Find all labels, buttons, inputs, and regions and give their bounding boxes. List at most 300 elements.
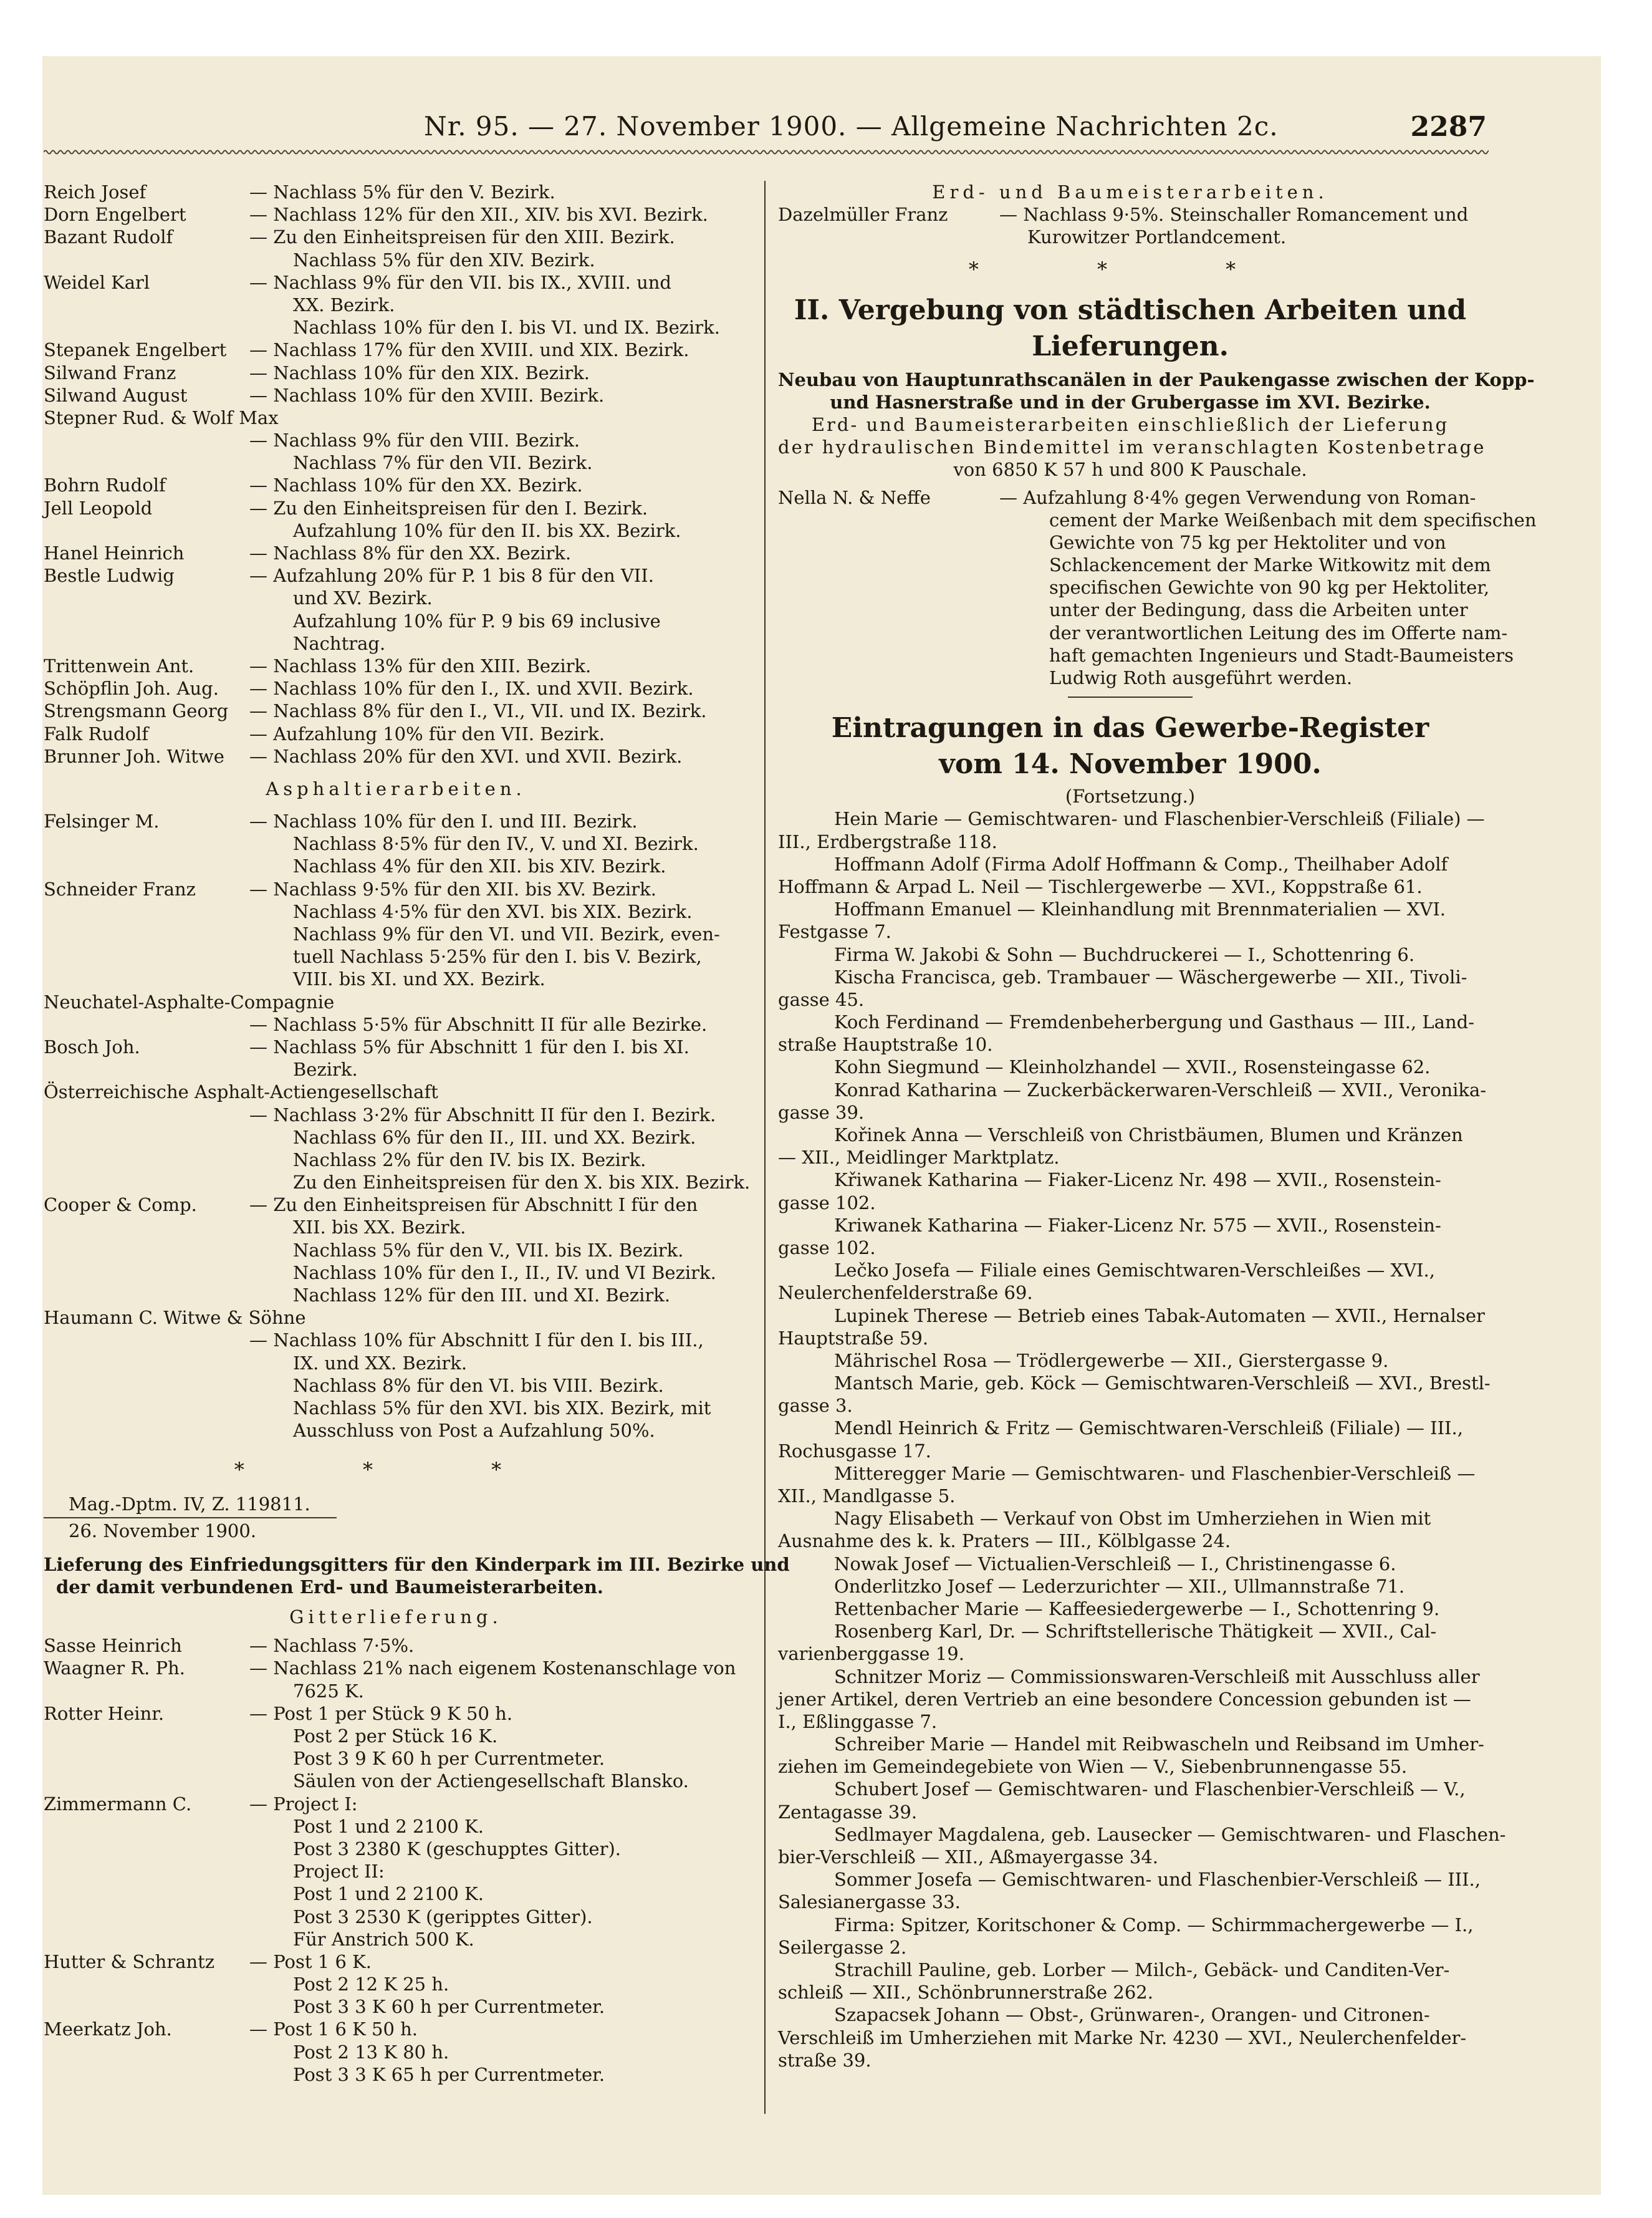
register-entry-line xyxy=(778,1056,1482,1078)
contractor-name: Zimmermann C. xyxy=(44,1793,192,1815)
contractor-terms: — Project I: xyxy=(249,1793,358,1815)
register-entry-line xyxy=(778,1530,1482,1552)
register-entry-text: jener Artikel, deren Vertrieb an eine besondere Concession gebunden ist — xyxy=(778,1688,1471,1710)
register-entry-line xyxy=(778,1846,1482,1868)
contractor-name: Bestle Ludwig xyxy=(44,565,175,587)
list-item xyxy=(44,203,748,226)
register-title-1: Eintragungen in das Gewerbe-Register xyxy=(831,712,1429,745)
header-wavy-rule xyxy=(44,148,1489,156)
register-entry-line xyxy=(778,1642,1482,1665)
register-entry-line xyxy=(778,1868,1482,1891)
lieferung-title-line-1: Lieferung des Einfriedungsgitters für den Kinderpark im III. Bezirke und xyxy=(44,1553,790,1575)
register-entry-text: gasse 102. xyxy=(778,1192,876,1213)
list-item xyxy=(44,451,748,474)
contractor-name: Felsinger M. xyxy=(44,811,160,832)
register-entry-line xyxy=(778,1891,1482,1913)
register-entry-line xyxy=(778,1778,1482,1800)
list-item xyxy=(44,1928,748,1950)
contractor-terms: Nachlass 10% für den I., II., IV. und VI Bezirk. xyxy=(293,1261,716,1283)
register-entry-line xyxy=(778,1079,1487,1101)
nella-terms: Schlackencement der Marke Witkowitz mit dem xyxy=(1049,554,1491,576)
register-entry-text: Onderlitzko Josef — Lederzurichter — XII., Ullmannstraße 71. xyxy=(834,1575,1405,1597)
register-entry-line xyxy=(778,853,1482,875)
register-entry-text: Lupinek Therese — Betrieb eines Tabak-Automaten — XVII., Hernalser xyxy=(834,1304,1485,1326)
contractor-name: Weidel Karl xyxy=(44,271,150,293)
nella-terms: der verantwortlichen Leitung des im Offerte nam- xyxy=(1049,622,1508,644)
section-stars: * * * xyxy=(234,1458,558,1482)
list-item xyxy=(44,878,748,900)
contractor-terms: Post 3 3 K 60 h per Currentmeter. xyxy=(293,1996,605,2018)
list-item xyxy=(44,271,748,294)
register-entry-text: Rochusgasse 17. xyxy=(778,1440,931,1462)
register-entry-text: bier-Verschleiß — XII., Aßmayergasse 34. xyxy=(778,1846,1159,1868)
erd-incl-line-1: Erd- und Baumeisterarbeiten einschließlich der Lieferung xyxy=(811,413,1449,435)
register-entry-text: Koch Ferdinand — Fremdenbeherbergung und Gasthaus — III., Land- xyxy=(834,1011,1474,1033)
contractor-name: Stepanek Engelbert xyxy=(44,339,227,361)
contractor-terms: — Nachlass 10% für Abschnitt I für den I. bis III., xyxy=(249,1329,704,1351)
list-item xyxy=(44,474,748,496)
register-entry-line xyxy=(778,1372,1491,1394)
contractor-name: Strengsmann Georg xyxy=(44,700,229,722)
column-divider xyxy=(764,181,766,2114)
list-item xyxy=(44,1306,748,1329)
section-ii-title-1: II. Vergebung von städtischen Arbeiten und xyxy=(794,294,1467,326)
contractor-terms: Nachlass 5% für den XIV. Bezirk. xyxy=(293,249,595,271)
contractor-terms: Nachlass 5% für den V., VII. bis IX. Bezirk. xyxy=(293,1239,684,1261)
contractor-terms: Nachlass 10% für den I. bis VI. und IX. Bezirk. xyxy=(293,317,720,339)
list-item xyxy=(44,968,748,990)
register-entry-text: Schnitzer Moriz — Commissionswaren-Verschleiß mit Ausschluss aller xyxy=(834,1666,1480,1687)
contractor-terms: und XV. Bezirk. xyxy=(293,587,433,609)
list-item xyxy=(44,1216,748,1238)
list-item xyxy=(44,429,748,451)
nella-terms: cement der Marke Weißenbach mit dem specifischen xyxy=(1049,509,1537,531)
contractor-name: Reich Josef xyxy=(44,181,146,203)
contractor-name: Stepner Rud. & Wolf Max xyxy=(44,407,279,428)
contractor-terms: VIII. bis XI. und XX. Bezirk. xyxy=(293,968,545,990)
mag-date-row xyxy=(44,1520,748,1542)
contractor-name: Neuchatel-Asphalte-Compagnie xyxy=(44,991,335,1013)
register-entry-line xyxy=(778,1394,1482,1417)
contractor-name: Silwand Franz xyxy=(44,362,176,383)
page-header xyxy=(62,111,1487,142)
register-entry-text: Konrad Katharina — Zuckerbäckerwaren-Verschleiß — XVII., Veronika- xyxy=(834,1079,1487,1101)
contractor-terms: Nachlass 12% für den III. und XI. Bezirk. xyxy=(293,1285,671,1306)
contractor-name: Cooper & Comp. xyxy=(44,1194,197,1216)
list-item xyxy=(44,655,748,677)
contractor-terms: — Zu den Einheitspreisen für den I. Bezirk. xyxy=(249,497,648,519)
contractor-name: Schöpflin Joh. Aug. xyxy=(44,678,219,700)
register-entry-line xyxy=(778,1688,1482,1710)
contractor-name: Dorn Engelbert xyxy=(44,204,186,226)
contractor-terms: — Post 1 6 K. xyxy=(249,1950,372,1972)
register-entry-text: I., Eßlinggasse 7. xyxy=(778,1710,938,1732)
contractor-terms: — Nachlass 17% für den XVIII. und XIX. Bezirk. xyxy=(249,339,689,361)
list-item xyxy=(44,855,748,877)
register-entry-text: Hoffmann & Arpad L. Neil — Tischlergewerbe — XVI., Koppstraße 61. xyxy=(778,875,1423,897)
contractor-name: Bohrn Rudolf xyxy=(44,475,166,496)
register-title-2: vom 14. November 1900. xyxy=(939,748,1322,781)
contractor-list-2 xyxy=(44,810,751,1442)
list-item xyxy=(44,519,748,542)
register-entry-text: Kriwanek Katharina — Fiaker-Licenz Nr. 575 — XVII., Rosenstein- xyxy=(834,1214,1441,1236)
nella-terms: unter der Bedingung, dass die Arbeiten unter xyxy=(1049,599,1468,621)
list-item xyxy=(44,610,748,632)
register-entry-text: Nagy Elisabeth — Verkauf von Obst im Umherziehen in Wien mit xyxy=(834,1508,1431,1530)
register-entry-line xyxy=(778,898,1482,920)
register-entry-line xyxy=(778,1259,1482,1281)
list-item xyxy=(44,1104,748,1126)
register-entry-text: Hein Marie — Gemischtwaren- und Flaschenbier-Verschleiß (Filiale) — xyxy=(834,808,1485,830)
contractor-name: Haumann C. Witwe & Söhne xyxy=(44,1307,306,1329)
list-item xyxy=(44,1883,748,1905)
contractor-terms: — Nachlass 5·5% für Abschnitt II für alle Bezirke. xyxy=(249,1013,708,1035)
list-item xyxy=(44,564,748,587)
register-entry-text: Hauptstraße 59. xyxy=(778,1327,929,1349)
register-entry-line xyxy=(778,1981,1482,2003)
mag-ref: Mag.-Dptm. IV, Z. 119811. xyxy=(69,1493,310,1515)
list-item xyxy=(44,991,748,1013)
register-entry-line xyxy=(778,1755,1482,1778)
register-entry-line xyxy=(778,831,1482,853)
register-entry-line xyxy=(778,988,1482,1011)
contractor-terms: Nachlass 4% für den XII. bis XIV. Bezirk. xyxy=(293,856,666,877)
nella-terms: — Aufzahlung 8·4% gegen Verwendung von Roman- xyxy=(999,486,1476,508)
list-item xyxy=(44,1239,748,1261)
contractor-terms: — Nachlass 8% für den I., VI., VII. und IX. Bezirk. xyxy=(249,700,707,722)
contractor-terms: — Nachlass 8% für den XX. Bezirk. xyxy=(249,542,572,564)
register-entry-text: Hoffmann Emanuel — Kleinhandlung mit Brennmaterialien — XVI. xyxy=(834,899,1446,920)
list-item xyxy=(44,1634,748,1657)
contractor-name: Bosch Joh. xyxy=(44,1036,140,1058)
register-entry-line xyxy=(778,1349,1482,1372)
list-item xyxy=(44,1419,748,1442)
list-item xyxy=(44,1815,748,1838)
section-gitter-title: Gitterlieferung. xyxy=(289,1606,502,1628)
left-column xyxy=(44,181,790,2086)
register-entry-text: Sommer Josefa — Gemischtwaren- und Flaschenbier-Verschleiß — III., xyxy=(834,1869,1481,1891)
mag-ref-rule xyxy=(44,1517,337,1518)
register-entry-line xyxy=(778,1327,1482,1349)
list-item xyxy=(44,384,748,407)
register-entry-line xyxy=(778,875,1482,898)
contractor-terms: — Post 1 6 K 50 h. xyxy=(249,2018,418,2040)
page-number: 2287 xyxy=(1410,111,1487,143)
register-entry-line xyxy=(778,808,1485,830)
contractor-terms: Nachlass 4·5% für den XVI. bis XIX. Bezirk. xyxy=(293,900,693,922)
contractor-name: Bazant Rudolf xyxy=(44,226,173,248)
contractor-terms: Säulen von der Actiengesellschaft Blansko. xyxy=(293,1770,689,1792)
contractor-name: Österreichische Asphalt-Actiengesellschaft xyxy=(44,1081,438,1103)
register-entry-text: Verschleiß im Umherziehen mit Marke Nr. 4230 — XVI., Neulerchenfelder- xyxy=(778,2027,1467,2048)
contractor-terms: XII. bis XX. Bezirk. xyxy=(293,1217,466,1238)
register-entry-text: Neulerchenfelderstraße 69. xyxy=(778,1282,1033,1304)
nella-line xyxy=(778,554,1491,576)
contractor-terms: — Zu den Einheitspreisen für den XIII. Bezirk. xyxy=(249,226,675,248)
nella-terms: specifischen Gewichte von 90 kg per Hektoliter, xyxy=(1049,577,1490,599)
list-item xyxy=(44,723,748,745)
nella-line xyxy=(778,644,1514,667)
register-entry-text: gasse 102. xyxy=(778,1237,876,1258)
list-item xyxy=(44,1013,748,1036)
register-entry-text: Lečko Josefa — Filiale eines Gemischtwaren-Verschleißes — XVI., xyxy=(834,1260,1435,1281)
list-item xyxy=(44,700,748,722)
contractor-name: Sasse Heinrich xyxy=(44,1635,182,1657)
list-item xyxy=(44,1126,748,1149)
register-entry-line xyxy=(778,1485,1482,1507)
list-item xyxy=(44,1973,748,1995)
contractor-terms: Post 1 und 2 2100 K. xyxy=(293,1815,484,1837)
register-entry-text: Firma: Spitzer, Koritschoner & Comp. — Schirmmachergewerbe — I., xyxy=(834,1914,1474,1936)
lieferung-title-line-2: der damit verbundenen Erd- und Baumeisterarbeiten. xyxy=(56,1576,604,1598)
neubau-line-2: und Hasnerstraße und in der Grubergasse im XVI. Bezirke. xyxy=(830,391,1431,413)
register-entry-text: Kořinek Anna — Verschleiß von Christbäumen, Blumen und Kränzen xyxy=(834,1124,1463,1145)
register-entry-text: varienberggasse 19. xyxy=(778,1643,964,1665)
nella-terms: Gewichte von 75 kg per Hektoliter und von xyxy=(1049,531,1446,553)
list-item xyxy=(44,1906,748,1928)
register-entry-line xyxy=(778,1440,1482,1462)
contractor-terms: 7625 K. xyxy=(293,1680,364,1702)
list-item xyxy=(44,632,748,655)
register-entry-line xyxy=(778,1507,1482,1530)
contractor-terms: Zu den Einheitspreisen für den X. bis XIX. Bezirk. xyxy=(293,1172,751,1193)
list-item xyxy=(44,1261,748,1284)
register-entry-text: Kischa Francisca, geb. Trambauer — Wäschergewerbe — XII., Tivoli- xyxy=(834,966,1467,988)
register-entry-line xyxy=(778,1823,1506,1846)
register-entry-line xyxy=(778,2049,1482,2071)
list-item xyxy=(44,1329,748,1351)
contractor-terms: Nachlass 8·5% für den IV., V. und XI. Bezirk. xyxy=(293,833,699,855)
list-item xyxy=(44,1725,748,1747)
contractor-terms: Post 3 2380 K (geschupptes Gitter). xyxy=(293,1838,621,1859)
list-item xyxy=(44,1747,748,1770)
contractor-terms: XX. Bezirk. xyxy=(293,294,395,316)
nella-terms: Ludwig Roth ausgeführt werden. xyxy=(1049,667,1353,688)
list-item xyxy=(44,1149,748,1171)
contractor-terms: Nachlass 7% für den VII. Bezirk. xyxy=(293,452,593,474)
contractor-name: Waagner R. Ph. xyxy=(44,1657,186,1679)
register-entry-line xyxy=(778,1936,1482,1959)
register-entry-line xyxy=(778,1462,1482,1485)
nella-line xyxy=(778,667,1482,689)
nella-end-rule xyxy=(1068,697,1193,698)
list-item xyxy=(44,181,748,203)
section-asphalt-title: Asphaltierarbeiten. xyxy=(266,778,526,799)
contractor-name: Jell Leopold xyxy=(44,497,153,519)
contractor-terms: Post 3 9 K 60 h per Currentmeter. xyxy=(293,1748,605,1770)
register-entry-line xyxy=(778,1666,1482,1688)
register-entry-text: Kohn Siegmund — Kleinholzhandel — XVII., Rosensteingasse 62. xyxy=(834,1056,1431,1078)
register-entry-text: Ausnahme des k. k. Praters — III., Kölblgasse 24. xyxy=(778,1530,1231,1552)
contractor-terms: — Nachlass 7·5%. xyxy=(249,1635,415,1657)
contractor-terms: — Nachlass 10% für den XIX. Bezirk. xyxy=(249,362,590,383)
contractor-terms: Post 2 12 K 25 h. xyxy=(293,1974,449,1995)
register-entry-text: gasse 39. xyxy=(778,1101,865,1123)
register-entry-text: straße Hauptstraße 10. xyxy=(778,1034,993,1056)
list-item xyxy=(44,542,748,564)
register-entry-text: Sedlmayer Magdalena, geb. Lausecker — Gemischtwaren- und Flaschen- xyxy=(834,1823,1506,1845)
contractor-name: Hanel Heinrich xyxy=(44,542,185,564)
list-item xyxy=(44,1657,748,1679)
contractor-terms: Nachlass 5% für den XVI. bis XIX. Bezirk, mit xyxy=(293,1397,711,1419)
register-entry-text: Křiwanek Katharina — Fiaker-Licenz Nr. 498 — XVII., Rosenstein- xyxy=(834,1169,1441,1191)
list-item xyxy=(44,1374,748,1397)
register-entry-text: Nowak Josef — Victualien-Verschleiß — I., Christinengasse 6. xyxy=(834,1553,1396,1574)
contractor-terms: Nachtrag. xyxy=(293,632,386,654)
list-item xyxy=(44,923,748,945)
list-item xyxy=(44,1081,748,1103)
register-entry-text: — XII., Meidlinger Marktplatz. xyxy=(778,1147,1060,1169)
register-entry-text: Rosenberg Karl, Dr. — Schriftstellerische Thätigkeit — XVII., Cal- xyxy=(834,1621,1437,1642)
contractor-list-3 xyxy=(44,1634,748,2086)
register-entry-line xyxy=(778,1598,1482,1620)
fortsetzung-label: (Fortsetzung.) xyxy=(1065,786,1196,808)
contractor-terms: — Nachlass 10% für den XX. Bezirk. xyxy=(249,475,583,496)
list-item xyxy=(44,497,748,519)
register-entry-text: Rettenbacher Marie — Kaffeesiedergewerbe — I., Schottenring 9. xyxy=(834,1598,1440,1619)
mag-ref-row xyxy=(44,1493,748,1515)
register-entry-text: Strachill Pauline, geb. Lorber — Milch-, Gebäck- und Canditen-Ver- xyxy=(834,1959,1450,1980)
list-item xyxy=(44,1702,748,1725)
register-entry-line xyxy=(778,1620,1482,1642)
list-item xyxy=(44,587,748,609)
register-entry-line xyxy=(778,1914,1482,1936)
list-item xyxy=(44,294,748,316)
list-item xyxy=(44,2018,748,2040)
header-title: Nr. 95. — 27. November 1900. — Allgemeine Nachrichten 2c. xyxy=(424,111,1279,142)
list-item xyxy=(44,1036,748,1058)
list-item xyxy=(44,2041,748,2063)
list-item xyxy=(44,900,748,923)
contractor-terms: Nachlass 2% für den IV. bis IX. Bezirk. xyxy=(293,1149,646,1170)
contractor-terms: — Nachlass 3·2% für Abschnitt II für den I. Bezirk. xyxy=(249,1104,716,1126)
contractor-terms: Aufzahlung 10% für den II. bis XX. Bezirk. xyxy=(293,519,681,541)
contractor-terms: — Nachlass 21% nach eigenem Kostenanschlage von xyxy=(249,1657,736,1679)
section-erd-title: Erd- und Baumeisterarbeiten. xyxy=(932,181,1328,203)
register-entry-line xyxy=(778,1801,1482,1823)
register-entry-text: Schubert Josef — Gemischtwaren- und Flaschenbier-Verschleiß — V., xyxy=(834,1778,1466,1800)
dazel-desc-2: Kurowitzer Portlandcement. xyxy=(1027,226,1287,248)
nella-line xyxy=(778,599,1482,621)
dazel-row-1 xyxy=(778,203,1482,226)
contractor-terms: — Nachlass 5% für Abschnitt 1 für den I. bis XI. xyxy=(249,1036,689,1058)
contractor-terms: — Nachlass 10% für den I. und III. Bezirk. xyxy=(249,811,638,832)
contractor-terms: Nachlass 8% für den VI. bis VIII. Bezirk. xyxy=(293,1374,664,1396)
list-item xyxy=(44,226,748,248)
nella-name: Nella N. & Neffe xyxy=(778,486,931,508)
dazel-desc-1: — Nachlass 9·5%. Steinschaller Romancement und xyxy=(999,204,1469,226)
contractor-name: Silwand August xyxy=(44,384,188,406)
register-entry-line xyxy=(778,1237,1482,1259)
contractor-terms: — Nachlass 20% für den XVI. und XVII. Bezirk. xyxy=(249,745,683,767)
list-item xyxy=(44,832,748,855)
register-entry-text: Mitteregger Marie — Gemischtwaren- und Flaschenbier-Verschleiß — xyxy=(834,1462,1476,1484)
register-entry-line xyxy=(778,1124,1482,1146)
contractor-terms: Project II: xyxy=(293,1861,385,1883)
contractor-name: Hutter & Schrantz xyxy=(44,1950,215,1972)
contractor-terms: — Nachlass 9% für den VIII. Bezirk. xyxy=(249,430,580,451)
contractor-terms: — Aufzahlung 20% für P. 1 bis 8 für den VII. xyxy=(249,565,654,587)
contractor-name: Meerkatz Joh. xyxy=(44,2018,172,2040)
contractor-terms: Nachlass 6% für den II., III. und XX. Bezirk. xyxy=(293,1126,696,1148)
list-item xyxy=(44,1058,748,1081)
nella-line xyxy=(778,509,1537,531)
list-item xyxy=(44,2063,748,2086)
section-ii-title-2: Lieferungen. xyxy=(1032,330,1229,362)
register-entry-line xyxy=(778,2027,1482,2049)
right-section-stars: * * * xyxy=(968,257,1292,281)
register-entry-text: Firma W. Jakobi & Sohn — Buchdruckerei — I., Schottenring 6. xyxy=(834,943,1415,965)
list-item xyxy=(44,362,748,384)
register-entry-text: XII., Mandlgasse 5. xyxy=(778,1485,956,1507)
contractor-name: Rotter Heinr. xyxy=(44,1702,165,1724)
register-entry-text: Szapacsek Johann — Obst-, Grünwaren-, Orangen- und Citronen- xyxy=(834,2004,1430,2026)
contractor-terms: — Nachlass 12% für den XII., XIV. bis XVI. Bezirk. xyxy=(249,204,708,226)
register-entry-text: Seilergasse 2. xyxy=(778,1936,907,1958)
erd-incl-line-3: von 6850 K 57 h und 800 K Pauschale. xyxy=(953,459,1307,481)
register-entry-line xyxy=(778,1710,1482,1733)
contractor-terms: Post 3 3 K 65 h per Currentmeter. xyxy=(293,2063,605,2085)
neubau-line-1: Neubau von Hauptunrathscanälen in der Paukengasse zwischen der Kopp- xyxy=(778,369,1535,390)
contractor-terms: — Nachlass 9·5% für den XII. bis XV. Bezirk. xyxy=(249,878,656,900)
contractor-terms: Bezirk. xyxy=(293,1059,358,1081)
list-item xyxy=(44,1193,748,1216)
dazel-row-2 xyxy=(778,226,1482,248)
contractor-name: Schneider Franz xyxy=(44,878,196,900)
register-entry-line xyxy=(778,1733,1482,1755)
list-item xyxy=(44,1680,748,1702)
register-entry-text: ziehen im Gemeindegebiete von Wien — V., Siebenbrunnengasse 55. xyxy=(778,1756,1408,1778)
list-item xyxy=(44,1838,748,1860)
list-item xyxy=(44,316,748,339)
contractor-terms: tuell Nachlass 5·25% für den I. bis V. Bezirk, xyxy=(293,946,702,968)
register-entry-line xyxy=(778,1959,1482,1981)
erd-incl-line-2: der hydraulischen Bindemittel im veranschlagten Kostenbetrage xyxy=(778,436,1486,458)
nella-line xyxy=(778,531,1482,554)
list-item xyxy=(44,677,748,700)
register-entry-line xyxy=(778,1101,1482,1124)
list-item xyxy=(44,1171,751,1193)
register-entry-line xyxy=(778,1146,1482,1169)
register-entry-text: Salesianergasse 33. xyxy=(778,1891,961,1913)
contractor-terms: Für Anstrich 500 K. xyxy=(293,1928,474,1950)
register-entry-text: gasse 45. xyxy=(778,988,865,1010)
list-item xyxy=(44,1995,748,2018)
register-entry-text: schleiß — XII., Schönbrunnerstraße 262. xyxy=(778,1982,1153,2003)
contractor-terms: — Post 1 per Stück 9 K 50 h. xyxy=(249,1702,513,1724)
mag-date: 26. November 1900. xyxy=(69,1520,257,1541)
register-entry-text: Mährischel Rosa — Trödlergewerbe — XII., Gierstergasse 9. xyxy=(834,1349,1389,1371)
register-entry-text: III., Erdbergstraße 118. xyxy=(778,831,997,852)
register-entry-line xyxy=(778,1011,1482,1033)
nella-line xyxy=(778,486,1482,509)
register-entry-line xyxy=(778,966,1482,988)
contractor-name: Falk Rudolf xyxy=(44,723,149,745)
register-entry-line xyxy=(778,1417,1482,1439)
contractor-terms: Post 3 2530 K (geripptes Gitter). xyxy=(293,1906,593,1927)
list-item xyxy=(44,407,748,429)
list-item xyxy=(44,945,748,968)
register-entry-text: Mantsch Marie, geb. Köck — Gemischtwaren-Verschleiß — XVI., Brestl- xyxy=(834,1372,1491,1394)
list-item xyxy=(44,745,748,768)
nella-line xyxy=(778,622,1508,644)
list-item xyxy=(44,1793,748,1815)
nella-block xyxy=(778,486,1537,690)
contractor-terms: Ausschluss von Post a Aufzahlung 50%. xyxy=(293,1420,655,1442)
contractor-terms: — Nachlass 9% für den VII. bis IX., XVIII. und xyxy=(249,271,671,293)
list-item xyxy=(44,1860,748,1883)
list-item xyxy=(44,810,748,832)
